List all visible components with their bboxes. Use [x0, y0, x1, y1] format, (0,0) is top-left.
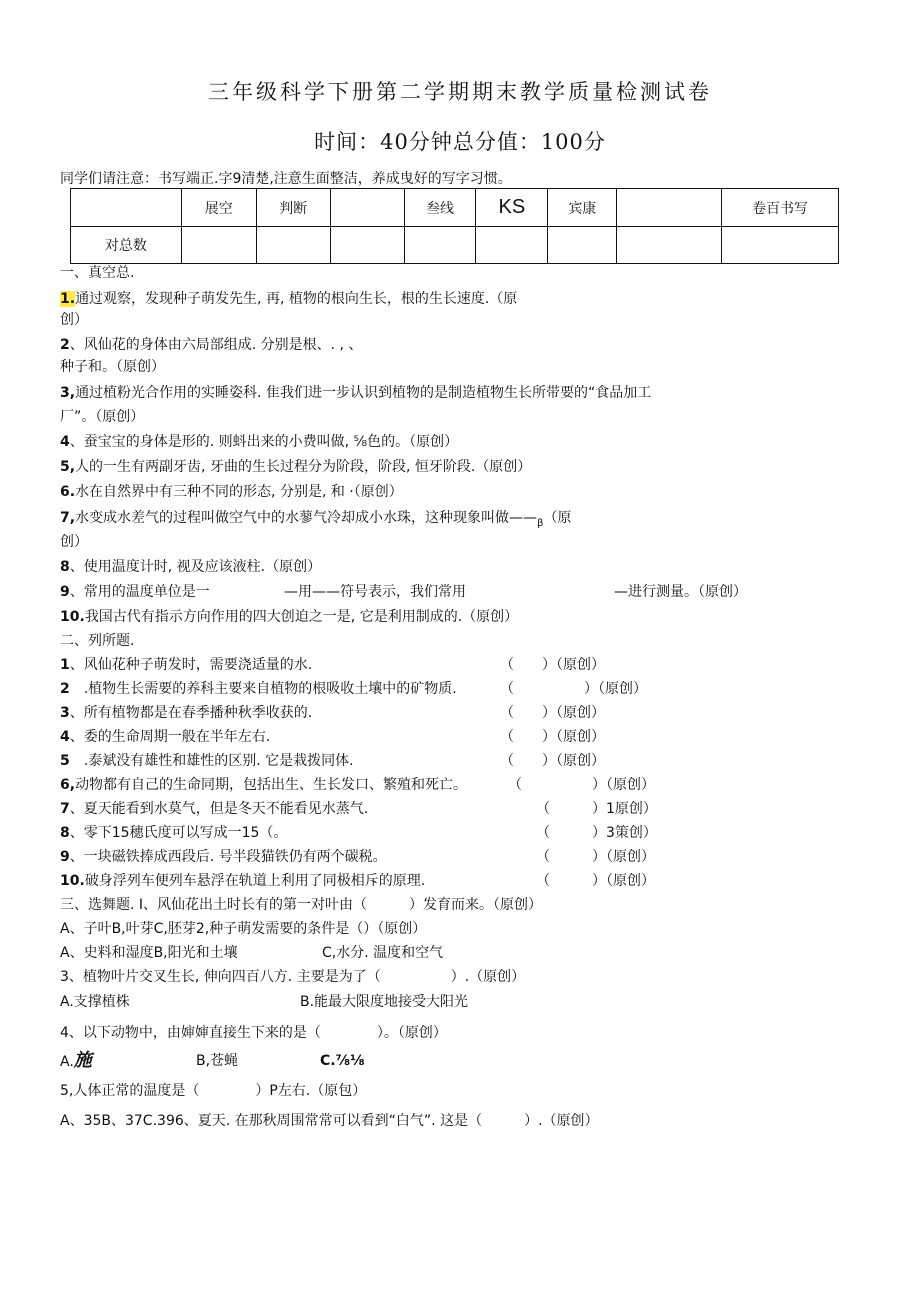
score-table-total-row — [71, 227, 839, 264]
tf-question — [60, 680, 457, 698]
tf-answer-blank[interactable]: （ ）（原创） — [500, 657, 605, 673]
question-number: 2 — [60, 681, 70, 697]
score-input-cell[interactable] — [548, 227, 617, 264]
question-number: 2 — [60, 337, 70, 353]
section3-option: C.⅞⅛ — [320, 1053, 365, 1069]
question-8 — [60, 558, 321, 576]
score-cell — [71, 189, 182, 227]
tf-answer-blank[interactable]: （ ）（原创） — [500, 705, 605, 721]
question-text: 动物都有自己的生命同期，包括出生、生长发口、繁殖和死亡。 — [75, 777, 468, 793]
tf-answer-blank[interactable]: （ ）（原创） — [500, 753, 605, 769]
score-input-cell[interactable] — [404, 227, 476, 264]
tf-question — [60, 704, 312, 722]
question-text: 、使用温度计时, 视及应该液柱.（原创） — [69, 559, 322, 575]
question-9 — [60, 583, 210, 601]
question-9-mid: —用——符号表示，我们常用 — [284, 584, 466, 600]
question-1 — [60, 290, 517, 308]
score-cell: 判断 — [256, 189, 330, 227]
tf-question — [60, 656, 312, 674]
question-text: 水变成水差气的过程叫做空气中的水蓼气冷却成小水珠，这种现象叫做—— — [75, 510, 538, 526]
question-number: 8 — [60, 825, 70, 841]
score-cell: 展空 — [181, 189, 256, 227]
section3-line: 4、以下动物中，由婶婶直接生下来的是（ ）。（原创） — [60, 1025, 447, 1041]
section3-line: A、子叶B,叶芽C,胚芽2,种子萌发需要的条件是（）（原创） — [60, 921, 427, 937]
section2-heading: 二、列所题. — [60, 633, 135, 649]
question-5 — [60, 458, 531, 476]
tf-question — [60, 776, 467, 794]
score-input-cell[interactable] — [330, 227, 404, 264]
tf-answer-blank[interactable]: （ ）（原创） — [536, 873, 655, 889]
tf-answer-blank[interactable]: （ ）1原创） — [536, 801, 657, 817]
score-cell: KS — [476, 189, 548, 227]
question-text: 水在自然界中有三种不同的形态, 分别是, 和 ·（原创） — [75, 484, 403, 500]
section3-option: A、史料和湿度B,阳光和土壤 — [60, 945, 238, 961]
question-number: 5, — [60, 459, 76, 475]
question-text: 通过观察，发现种子萌发先生, 再, 植物的根向生长，根的生长速度.（原 — [75, 291, 518, 307]
section1-heading: 一、真空总. — [60, 265, 135, 281]
question-number: 10. — [60, 609, 85, 625]
question-number: 6, — [60, 777, 76, 793]
section3-option: B,苍蝇 — [196, 1053, 239, 1069]
question-text: 、风仙花的身体由六局部组成. 分别是根、. , 、 — [69, 337, 363, 353]
score-cell — [617, 189, 722, 227]
question-number: 4 — [60, 729, 70, 745]
question-text: .泰斌没有雄性和雄性的区别. 它是栽拨同体. — [69, 753, 354, 769]
question-9-end: —进行测量。（原创） — [614, 584, 747, 600]
tf-answer-blank[interactable]: （ ）（原创） — [536, 849, 655, 865]
question-text: 、常用的温度单位是一 — [69, 584, 210, 600]
score-input-cell[interactable] — [181, 227, 256, 264]
section3-option — [60, 1052, 92, 1071]
tf-answer-blank[interactable]: （ ）（原创） — [508, 777, 655, 793]
question-number: 1 — [60, 657, 70, 673]
question-text: 、夏天能看到水莫气，但是冬天不能看见水蒸气. — [69, 801, 369, 817]
question-text: 通过植粉光合作用的实睡姿科. 隹我们进一步认识到植物的是制造植物生长所带要的“食品加工 — [75, 385, 652, 401]
section3-option: B.能最大限度地接受大阳光 — [300, 994, 469, 1010]
section3-option: C,水分. 温度和空气 — [322, 945, 444, 961]
score-input-cell[interactable] — [722, 227, 839, 264]
score-cell: 卷百书写 — [722, 189, 839, 227]
score-input-cell[interactable] — [617, 227, 722, 264]
question-text: 、风仙花种子萌发时，需要浇适量的水. — [69, 657, 313, 673]
question-text: 、零下15穗氏度可以写成一15（。 — [69, 825, 288, 841]
section3-line: 3、植物叶片交叉生长, 伸向四百八方. 主要是为了（ ）.（原创） — [60, 969, 526, 985]
tf-question — [60, 872, 425, 890]
exam-title: 三年级科学下册第二学期期末教学质量检测试卷 — [208, 80, 712, 104]
score-input-cell[interactable] — [476, 227, 548, 264]
question-number: 10. — [60, 873, 85, 889]
question-sub: β — [537, 517, 544, 529]
question-2-cont: 种子和。（原创） — [60, 359, 165, 375]
question-text: .植物生长需要的养科主要来自植物的根吸收土壤中的矿物质. — [69, 681, 457, 697]
question-number: 1. — [60, 291, 76, 307]
tf-question — [60, 800, 368, 818]
score-cell: 叁线 — [404, 189, 476, 227]
score-table-header-row — [71, 189, 839, 227]
question-number: 5 — [60, 753, 70, 769]
question-text: 我国古代有指示方向作用的四大创迫之一是, 它是利用制成的.（原创） — [84, 609, 519, 625]
question-1-cont: 创） — [60, 312, 88, 328]
question-text: 人的一生有两副牙齿, 牙曲的生长过程分为阶段，阶段, 恒牙阶段.（原创） — [75, 459, 532, 475]
question-7 — [60, 509, 571, 533]
question-number: 4 — [60, 434, 70, 450]
tf-question — [60, 848, 387, 866]
question-number: 7, — [60, 510, 76, 526]
question-4 — [60, 433, 458, 451]
question-text: 、蚕宝宝的身体是形的. 则蚪出来的小费叫做, ⅝色的。（原创） — [69, 434, 459, 450]
question-number: 6. — [60, 484, 76, 500]
question-3-cont: 厂”。（原创） — [60, 409, 145, 425]
score-table — [70, 188, 839, 264]
question-number: 9 — [60, 849, 70, 865]
score-cell: 宾康 — [548, 189, 617, 227]
question-3 — [60, 384, 651, 402]
option-label: A. — [60, 1054, 74, 1070]
section3-option: A.支撑植株 — [60, 994, 130, 1010]
question-text: 破身浮列车便列车悬浮在轨道上利用了同极相斥的原理. — [84, 873, 426, 889]
tf-answer-blank[interactable]: （ ）（原创） — [500, 681, 647, 697]
question-text-end: （原 — [543, 510, 572, 526]
section3-line: 5,人体正常的温度是（ ）P左右.（原包） — [60, 1083, 367, 1099]
notice-text: 同学们请注意：书写端正.字9清楚,注意生面整洁，养成曳好的写字习惯。 — [60, 171, 512, 187]
tf-question — [60, 752, 354, 770]
score-cell — [330, 189, 404, 227]
question-7-cont: 创） — [60, 534, 88, 550]
question-2 — [60, 336, 362, 354]
question-6 — [60, 483, 403, 501]
question-number: 7 — [60, 801, 70, 817]
section3-line: A、35B、37C.396、夏天. 在那秋周围常常可以看到“白气”. 这是（ ）.（原创） — [60, 1113, 599, 1129]
question-text: 、所有植物都是在春季播种秋季收获的. — [69, 705, 313, 721]
exam-subtitle: 时间：40分钟总分值：100分 — [314, 130, 606, 154]
section3-line: 三、选舞题. I、风仙花出土时长有的第一对叶由（ ）发育而来。（原创） — [60, 897, 543, 913]
question-text: 、委的生命周期一般在半年左右. — [69, 729, 271, 745]
tf-question — [60, 728, 270, 746]
question-10 — [60, 608, 518, 626]
question-text: 、一块磁铁捧成西段后. 号半段猫铁仍有两个碳税。 — [69, 849, 387, 865]
tf-question — [60, 824, 287, 842]
score-row-label: 对总数 — [71, 227, 182, 264]
score-input-cell[interactable] — [256, 227, 330, 264]
option-text: 施 — [73, 1050, 92, 1071]
question-number: 9 — [60, 584, 70, 600]
tf-answer-blank[interactable]: （ ）（原创） — [500, 729, 605, 745]
question-number: 8 — [60, 559, 70, 575]
tf-answer-blank[interactable]: （ ）3策创） — [536, 825, 657, 841]
question-number: 3, — [60, 385, 76, 401]
question-number: 3 — [60, 705, 70, 721]
